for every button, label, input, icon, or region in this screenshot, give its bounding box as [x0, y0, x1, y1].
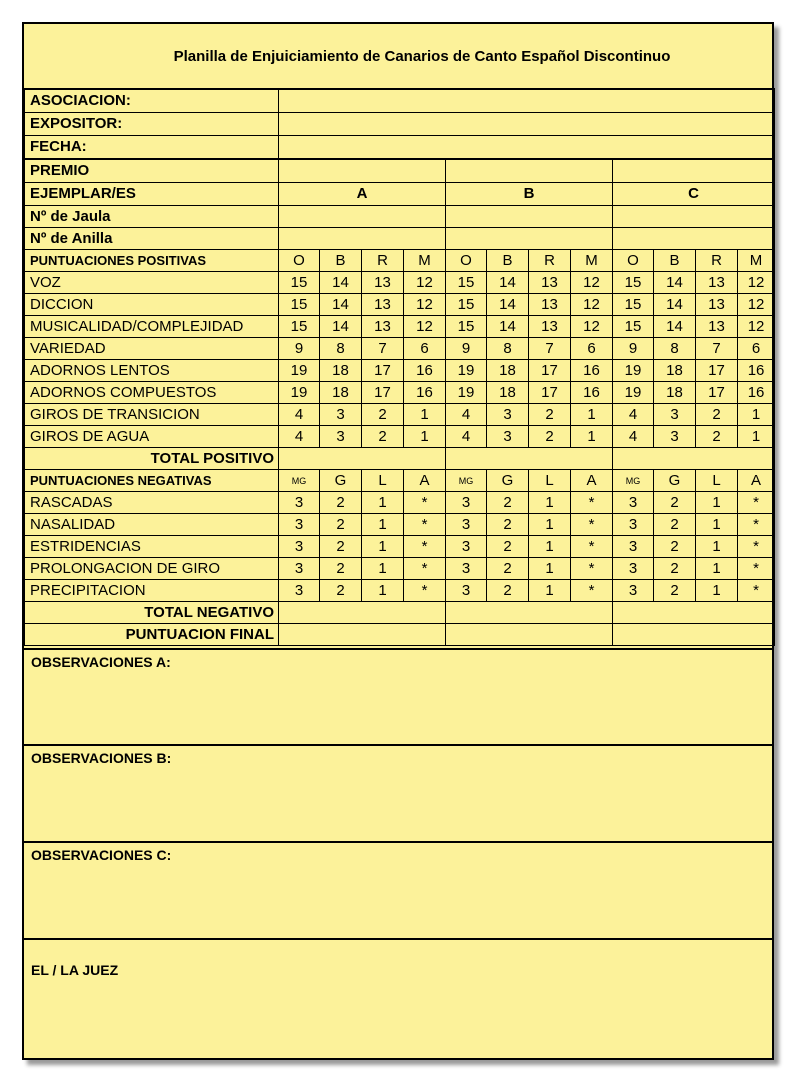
positive-score-option[interactable]: 13 — [696, 294, 738, 316]
negative-score-option[interactable]: 2 — [320, 580, 362, 602]
positive-score-option[interactable]: 17 — [696, 382, 738, 404]
negative-score-option[interactable]: 1 — [696, 558, 738, 580]
negative-score-option[interactable]: 1 — [529, 514, 571, 536]
negative-score-option[interactable]: 2 — [320, 536, 362, 558]
positive-score-option[interactable]: 12 — [738, 294, 775, 316]
positive-score-option[interactable]: 12 — [571, 272, 613, 294]
positive-col-header: R — [696, 250, 738, 272]
positive-score-option[interactable]: 13 — [529, 316, 571, 338]
negative-col-header: A — [738, 470, 775, 492]
negative-score-option[interactable]: * — [738, 514, 775, 536]
negative-col-header: G — [320, 470, 362, 492]
positive-score-option[interactable]: 15 — [446, 294, 487, 316]
positive-score-option[interactable]: 15 — [279, 294, 320, 316]
positive-col-header: O — [446, 250, 487, 272]
negative-score-option[interactable]: 3 — [613, 536, 654, 558]
total-positivo-c-field[interactable] — [613, 448, 775, 470]
negative-score-option[interactable]: * — [404, 558, 446, 580]
negative-col-header: G — [487, 470, 529, 492]
sheet-title: Planilla de Enjuiciamiento de Canarios de Canto Español Discontinuo — [173, 48, 671, 65]
positive-score-option[interactable]: 18 — [487, 382, 529, 404]
positive-row-label: GIROS DE AGUA — [25, 426, 279, 448]
positive-score-option[interactable]: 3 — [320, 404, 362, 426]
negative-score-option[interactable]: 2 — [320, 558, 362, 580]
negative-row-label: ESTRIDENCIAS — [25, 536, 279, 558]
positive-score-option[interactable]: 15 — [279, 272, 320, 294]
positive-score-option[interactable]: 4 — [446, 404, 487, 426]
observaciones-c-section[interactable] — [24, 841, 774, 940]
positive-score-option[interactable]: 18 — [320, 382, 362, 404]
group-a-header: A — [279, 183, 446, 206]
jaula-a-field[interactable] — [279, 206, 446, 228]
positive-score-option[interactable]: 17 — [696, 360, 738, 382]
negative-score-option[interactable]: 3 — [279, 536, 320, 558]
negative-score-option[interactable]: 1 — [362, 536, 404, 558]
positive-col-header: M — [738, 250, 775, 272]
positive-score-option[interactable]: 7 — [362, 338, 404, 360]
negative-score-option[interactable]: 1 — [362, 492, 404, 514]
positive-score-option[interactable]: 17 — [362, 382, 404, 404]
positive-score-option[interactable]: 14 — [487, 316, 529, 338]
negative-score-option[interactable]: 1 — [362, 580, 404, 602]
positive-score-option[interactable]: 3 — [487, 426, 529, 448]
positive-score-option[interactable]: 1 — [738, 426, 775, 448]
negative-col-header: A — [404, 470, 446, 492]
positive-row-label: DICCION — [25, 294, 279, 316]
observaciones-a-label: OBSERVACIONES A: — [31, 654, 171, 670]
negative-score-option[interactable]: 2 — [654, 514, 696, 536]
negative-score-option[interactable]: * — [404, 536, 446, 558]
positive-score-option[interactable]: 13 — [529, 272, 571, 294]
negative-col-header: G — [654, 470, 696, 492]
puntuacion-final-b-field[interactable] — [446, 624, 613, 646]
total-negativo-a-field[interactable] — [279, 602, 446, 624]
positive-col-header: M — [404, 250, 446, 272]
positive-score-option[interactable]: 9 — [613, 338, 654, 360]
positive-score-option[interactable]: 3 — [654, 426, 696, 448]
positive-row-label: GIROS DE TRANSICION — [25, 404, 279, 426]
positive-score-option[interactable]: 12 — [404, 294, 446, 316]
observaciones-b-label: OBSERVACIONES B: — [31, 750, 172, 766]
positive-score-option[interactable]: 16 — [404, 360, 446, 382]
negative-score-option[interactable]: 2 — [654, 580, 696, 602]
negative-score-option[interactable]: * — [571, 492, 613, 514]
positive-col-header: B — [487, 250, 529, 272]
observaciones-a-section[interactable] — [24, 648, 774, 746]
negative-col-header: L — [362, 470, 404, 492]
total-negativo-c-field[interactable] — [613, 602, 775, 624]
negative-score-option[interactable]: 1 — [696, 536, 738, 558]
positive-row-label: ADORNOS COMPUESTOS — [25, 382, 279, 404]
positive-score-option[interactable]: 15 — [446, 316, 487, 338]
positive-score-option[interactable]: 7 — [696, 338, 738, 360]
positive-score-option[interactable]: 13 — [529, 294, 571, 316]
positive-score-option[interactable]: 4 — [279, 404, 320, 426]
negative-score-option[interactable]: 3 — [279, 492, 320, 514]
positive-score-option[interactable]: 14 — [320, 294, 362, 316]
positive-col-header: R — [529, 250, 571, 272]
positive-score-option[interactable]: 2 — [529, 426, 571, 448]
positive-score-option[interactable]: 17 — [529, 360, 571, 382]
positive-score-option[interactable]: 12 — [738, 272, 775, 294]
negative-score-option[interactable]: 2 — [654, 558, 696, 580]
positive-score-option[interactable]: 4 — [279, 426, 320, 448]
positive-score-option[interactable]: 9 — [446, 338, 487, 360]
positive-col-header: B — [654, 250, 696, 272]
positive-score-option[interactable]: 14 — [320, 272, 362, 294]
negative-score-option[interactable]: 1 — [529, 558, 571, 580]
positive-score-option[interactable]: 2 — [362, 426, 404, 448]
positive-score-option[interactable]: 8 — [487, 338, 529, 360]
positive-score-option[interactable]: 6 — [738, 338, 775, 360]
positive-score-option[interactable]: 15 — [279, 316, 320, 338]
positive-score-option[interactable]: 19 — [279, 382, 320, 404]
positive-score-option[interactable]: 13 — [362, 272, 404, 294]
positive-score-option[interactable]: 19 — [446, 382, 487, 404]
negative-header: PUNTUACIONES NEGATIVAS — [25, 470, 279, 492]
total-positivo-a-field[interactable] — [279, 448, 446, 470]
negative-score-option[interactable]: * — [738, 558, 775, 580]
premio-a-field[interactable] — [279, 159, 446, 183]
positive-header: PUNTUACIONES POSITIVAS — [25, 250, 279, 272]
anilla-b-field[interactable] — [446, 228, 613, 250]
score-table — [24, 88, 775, 646]
positive-score-option[interactable]: 12 — [571, 294, 613, 316]
positive-score-option[interactable]: 15 — [446, 272, 487, 294]
positive-score-option[interactable]: 12 — [738, 316, 775, 338]
negative-row-label: NASALIDAD — [25, 514, 279, 536]
negative-score-option[interactable]: * — [404, 580, 446, 602]
negative-score-option[interactable]: * — [571, 514, 613, 536]
negative-score-option[interactable]: 1 — [696, 514, 738, 536]
positive-score-option[interactable]: 14 — [487, 272, 529, 294]
positive-score-option[interactable]: 18 — [654, 360, 696, 382]
positive-score-option[interactable]: 13 — [362, 294, 404, 316]
positive-score-option[interactable]: 12 — [404, 316, 446, 338]
negative-score-option[interactable]: 2 — [320, 514, 362, 536]
puntuacion-final-label: PUNTUACION FINAL — [25, 624, 279, 646]
observaciones-b-section[interactable] — [24, 744, 774, 843]
negative-col-header: L — [696, 470, 738, 492]
positive-score-option[interactable]: 17 — [529, 382, 571, 404]
total-positivo-label: TOTAL POSITIVO — [25, 448, 279, 470]
negative-score-option[interactable]: * — [738, 536, 775, 558]
jaula-c-field[interactable] — [613, 206, 775, 228]
asociacion-label: ASOCIACION: — [25, 89, 279, 113]
positive-score-option[interactable]: 1 — [571, 404, 613, 426]
fecha-label: FECHA: — [25, 136, 279, 160]
positive-score-option[interactable]: 18 — [487, 360, 529, 382]
group-b-header: B — [446, 183, 613, 206]
negative-row-label: PRECIPITACION — [25, 580, 279, 602]
negative-score-option[interactable]: * — [571, 536, 613, 558]
negative-score-option[interactable]: 3 — [279, 514, 320, 536]
judging-sheet — [22, 22, 774, 1060]
group-c-header: C — [613, 183, 775, 206]
negative-score-option[interactable]: 2 — [654, 492, 696, 514]
negative-row-label: PROLONGACION DE GIRO — [25, 558, 279, 580]
premio-label: PREMIO — [25, 159, 279, 183]
ejemplares-label: EJEMPLAR/ES — [25, 183, 279, 206]
negative-score-option[interactable]: 1 — [362, 514, 404, 536]
negative-col-header: MG — [446, 470, 487, 492]
negative-score-option[interactable]: 1 — [529, 580, 571, 602]
negative-score-option[interactable]: * — [404, 514, 446, 536]
positive-row-label: ADORNOS LENTOS — [25, 360, 279, 382]
puntuacion-final-c-field[interactable] — [613, 624, 775, 646]
positive-score-option[interactable]: 19 — [613, 382, 654, 404]
negative-score-option[interactable]: 3 — [446, 514, 487, 536]
positive-score-option[interactable]: 1 — [404, 426, 446, 448]
positive-score-option[interactable]: 4 — [446, 426, 487, 448]
negative-score-option[interactable]: 1 — [696, 580, 738, 602]
positive-row-label: VOZ — [25, 272, 279, 294]
positive-score-option[interactable]: 2 — [529, 404, 571, 426]
positive-col-header: O — [279, 250, 320, 272]
negative-score-option[interactable]: * — [738, 580, 775, 602]
negative-col-header: MG — [279, 470, 320, 492]
positive-score-option[interactable]: 2 — [696, 404, 738, 426]
negative-score-option[interactable]: 3 — [279, 580, 320, 602]
positive-score-option[interactable]: 4 — [613, 404, 654, 426]
positive-score-option[interactable]: 3 — [487, 404, 529, 426]
positive-score-option[interactable]: 6 — [404, 338, 446, 360]
negative-score-option[interactable]: 3 — [613, 558, 654, 580]
negative-score-option[interactable]: 3 — [279, 558, 320, 580]
asociacion-field[interactable] — [279, 89, 775, 113]
negative-score-option[interactable]: 3 — [446, 536, 487, 558]
positive-score-option[interactable]: 15 — [613, 316, 654, 338]
negative-col-header: L — [529, 470, 571, 492]
positive-score-option[interactable]: 17 — [362, 360, 404, 382]
positive-score-option[interactable]: 3 — [654, 404, 696, 426]
premio-b-field[interactable] — [446, 159, 613, 183]
expositor-label: EXPOSITOR: — [25, 113, 279, 136]
positive-score-option[interactable]: 8 — [320, 338, 362, 360]
positive-score-option[interactable]: 3 — [320, 426, 362, 448]
negative-score-option[interactable]: 3 — [446, 558, 487, 580]
anilla-a-field[interactable] — [279, 228, 446, 250]
jaula-label: Nº de Jaula — [25, 206, 279, 228]
positive-score-option[interactable]: 19 — [613, 360, 654, 382]
premio-c-field[interactable] — [613, 159, 775, 183]
negative-score-option[interactable]: 1 — [529, 492, 571, 514]
positive-score-option[interactable]: 19 — [446, 360, 487, 382]
negative-score-option[interactable]: 3 — [613, 514, 654, 536]
positive-col-header: R — [362, 250, 404, 272]
positive-score-option[interactable]: 12 — [404, 272, 446, 294]
negative-score-option[interactable]: 2 — [654, 536, 696, 558]
negative-score-option[interactable]: * — [404, 492, 446, 514]
positive-score-option[interactable]: 1 — [404, 404, 446, 426]
total-negativo-b-field[interactable] — [446, 602, 613, 624]
positive-score-option[interactable]: 2 — [696, 426, 738, 448]
positive-score-option[interactable]: 14 — [654, 272, 696, 294]
negative-score-option[interactable]: 2 — [320, 492, 362, 514]
negative-score-option[interactable]: 3 — [613, 492, 654, 514]
puntuacion-final-a-field[interactable] — [279, 624, 446, 646]
positive-score-option[interactable]: 14 — [654, 294, 696, 316]
positive-row-label: MUSICALIDAD/COMPLEJIDAD — [25, 316, 279, 338]
negative-score-option[interactable]: 2 — [487, 492, 529, 514]
negative-col-header: MG — [613, 470, 654, 492]
negative-score-option[interactable]: 2 — [487, 558, 529, 580]
negative-score-option[interactable]: * — [571, 580, 613, 602]
positive-col-header: B — [320, 250, 362, 272]
observaciones-c-label: OBSERVACIONES C: — [31, 847, 172, 863]
positive-score-option[interactable]: 12 — [571, 316, 613, 338]
positive-row-label: VARIEDAD — [25, 338, 279, 360]
negative-score-option[interactable]: 1 — [362, 558, 404, 580]
positive-score-option[interactable]: 6 — [571, 338, 613, 360]
positive-score-option[interactable]: 8 — [654, 338, 696, 360]
negative-score-option[interactable]: 3 — [446, 580, 487, 602]
positive-score-option[interactable]: 13 — [696, 272, 738, 294]
negative-score-option[interactable]: 3 — [613, 580, 654, 602]
expositor-field[interactable] — [279, 113, 775, 136]
fecha-field[interactable] — [279, 136, 775, 160]
negative-score-option[interactable]: 2 — [487, 514, 529, 536]
negative-score-option[interactable]: 2 — [487, 580, 529, 602]
positive-score-option[interactable]: 14 — [654, 316, 696, 338]
positive-score-option[interactable]: 2 — [362, 404, 404, 426]
negative-score-option[interactable]: 2 — [487, 536, 529, 558]
juez-section[interactable] — [24, 938, 774, 1060]
positive-col-header: O — [613, 250, 654, 272]
negative-score-option[interactable]: 3 — [446, 492, 487, 514]
negative-score-option[interactable]: * — [571, 558, 613, 580]
positive-score-option[interactable]: 1 — [571, 426, 613, 448]
positive-score-option[interactable]: 15 — [613, 294, 654, 316]
negative-score-option[interactable]: 1 — [696, 492, 738, 514]
total-positivo-b-field[interactable] — [446, 448, 613, 470]
positive-score-option[interactable]: 1 — [738, 404, 775, 426]
anilla-c-field[interactable] — [613, 228, 775, 250]
positive-score-option[interactable]: 4 — [613, 426, 654, 448]
positive-col-header: M — [571, 250, 613, 272]
positive-score-option[interactable]: 14 — [320, 316, 362, 338]
positive-score-option[interactable]: 7 — [529, 338, 571, 360]
negative-score-option[interactable]: 1 — [529, 536, 571, 558]
jaula-b-field[interactable] — [446, 206, 613, 228]
anilla-label: Nº de Anilla — [25, 228, 279, 250]
positive-score-option[interactable]: 16 — [738, 382, 775, 404]
total-negativo-label: TOTAL NEGATIVO — [25, 602, 279, 624]
positive-score-option[interactable]: 14 — [487, 294, 529, 316]
positive-score-option[interactable]: 16 — [571, 360, 613, 382]
positive-score-option[interactable]: 18 — [654, 382, 696, 404]
negative-row-label: RASCADAS — [25, 492, 279, 514]
positive-score-option[interactable]: 15 — [613, 272, 654, 294]
positive-score-option[interactable]: 16 — [738, 360, 775, 382]
negative-score-option[interactable]: * — [738, 492, 775, 514]
positive-score-option[interactable]: 19 — [279, 360, 320, 382]
positive-score-option[interactable]: 13 — [696, 316, 738, 338]
positive-score-option[interactable]: 18 — [320, 360, 362, 382]
positive-score-option[interactable]: 16 — [571, 382, 613, 404]
positive-score-option[interactable]: 13 — [362, 316, 404, 338]
positive-score-option[interactable]: 9 — [279, 338, 320, 360]
juez-label: EL / LA JUEZ — [31, 962, 119, 978]
positive-score-option[interactable]: 16 — [404, 382, 446, 404]
negative-col-header: A — [571, 470, 613, 492]
